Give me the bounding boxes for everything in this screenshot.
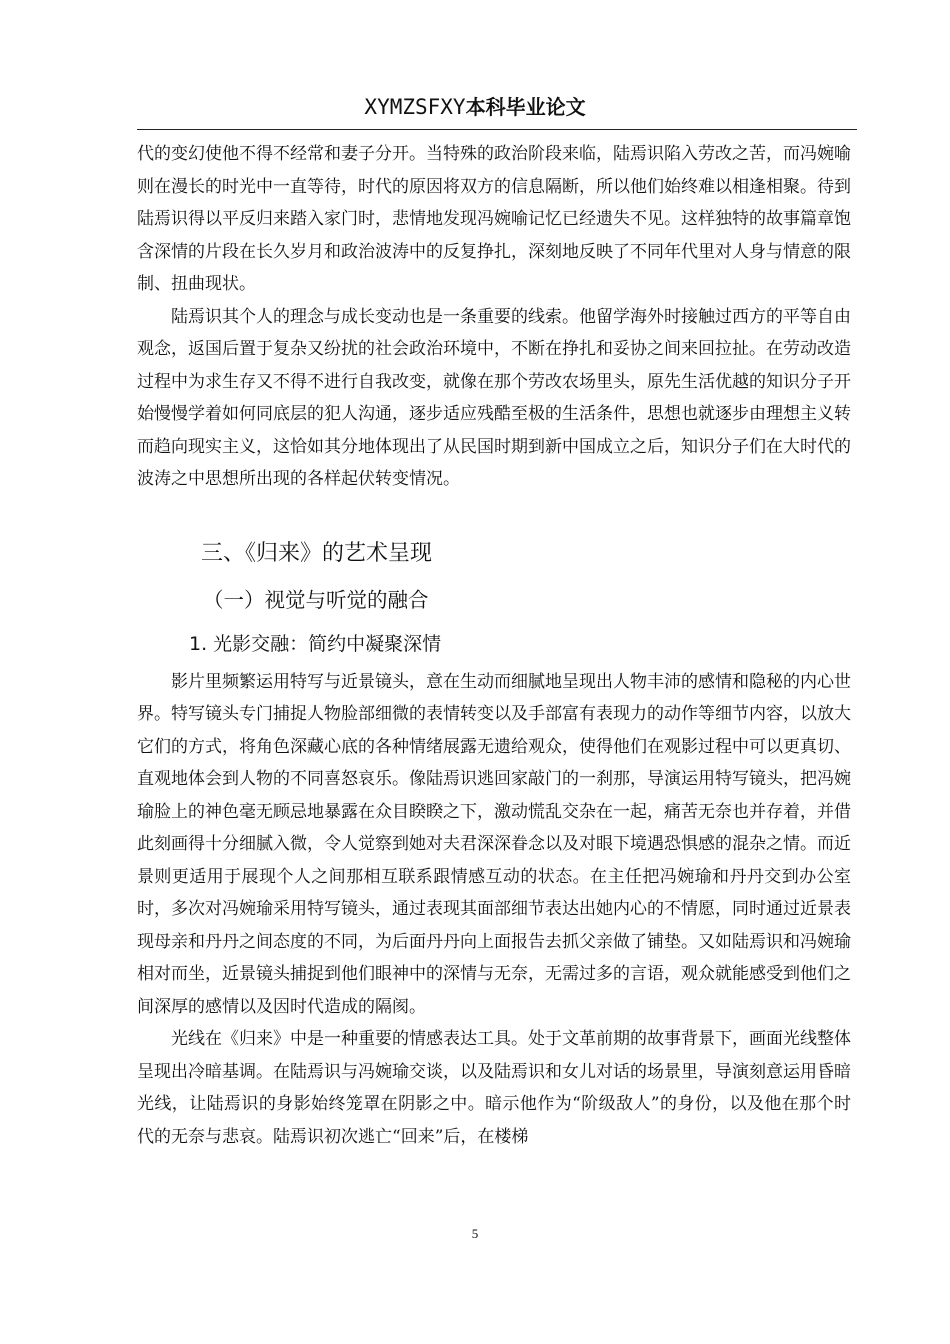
section-spacer [137,496,851,538]
page-header [0,92,950,122]
header-code: XYMZSFXY [364,95,466,119]
page-number: 5 [471,1226,479,1241]
paragraph-lu-yanshi-growth: 陆焉识其个人的理念与成长变动也是一条重要的线索。他留学海外时接触过西方的平等自由观念，返国后置于复杂又纷扰的社会政治环境中，不断在挣扎和妥协之间来回拉扯。在劳动改造过程中为求生存又不得不进行自我改变，就像在那个劳改农场里头，原先生活优越的知识分子开始慢慢学着如何同底层的犯人沟通，逐步适应残酷至极的生活条件，思想也就逐步由理想主义转而趋向现实主义，这恰如其分地体现出了从民国时期到新中国成立之后，知识分子们在大时代的波涛之中思想所出现的各样起伏转变情况。 [137,306,851,489]
header-label: 本科毕业论文 [465,95,586,119]
paragraph-lighting: 光线在《归来》中是一种重要的情感表达工具。处于文革前期的故事背景下，画面光线整体呈现出冷暗基调。在陆焉识与冯婉瑜交谈，以及陆焉识和女儿对话的场景里，导演刻意运用昏暗光线，让陆焉识的身影始终笼罩在阴影之中。暗示他作为“阶级敌人”的身份，以及他在那个时代的无奈与悲哀。陆焉识初次逃亡“回来”后，在楼梯 [137,1029,851,1147]
section-spacer [137,570,851,584]
subsection-heading: （一）视觉与听觉的融合 [203,587,429,612]
paragraph-continued: 代的变幻使他不得不经常和妻子分开。当特殊的政治阶段来临，陆焉识陷入劳改之苦，而冯婉喻则在漫长的时光中一直等待，时代的原因将双方的信息隔断，所以他们始终难以相逢相聚。待到陆焉识得以平反归来踏入家门时，悲情地发现冯婉喻记忆已经遗失不见。这样独特的故事篇章饱含深情的片段在长久岁月和政治波涛中的反复挣扎，深刻地反映了不同年代里对人身与情意的限制、扭曲现状。 [137,144,851,294]
section-heading: 三、《归来》的艺术呈现 [201,540,433,566]
section-spacer [137,616,851,628]
document-body [137,138,851,1153]
subsubsection-heading: 1. 光影交融：简约中凝聚深情 [189,632,442,655]
paragraph-closeup-shots: 影片里频繁运用特写与近景镜头，意在生动而细腻地呈现出人物丰沛的感情和隐秘的内心世界。特写镜头专门捕捉人物脸部细微的表情转变以及手部富有表现力的动作等细节内容，以放大它们的方式，将角色深藏心底的各种情绪展露无遗给观众，使得他们在观影过程中可以更真切、直观地体会到人物的不同喜怒哀乐。像陆焉识逃回家敲门的一刹那，导演运用特写镜头，把冯婉瑜脸上的神色毫无顾忌地暴露在众目睽睽之下，激动慌乱交杂在一起，痛苦无奈也并存着，并借此刻画得十分细腻入微，令人觉察到她对夫君深深眷念以及对眼下境遇恐惧感的混杂之情。而近景则更适用于展现个人之间那相互联系跟情感互动的状态。在主任把冯婉瑜和丹丹交到办公室时，多次对冯婉瑜采用特写镜头，通过表现其面部细节表达出她内心的不情愿，同时通过近景表现母亲和丹丹之间态度的不同，为后面丹丹向上面报告去抓父亲做了铺垫。又如陆焉识和冯婉瑜相对而坐，近景镜头捕捉到他们眼神中的深情与无奈，无需过多的言语，观众就能感受到他们之间深厚的感情以及因时代造成的隔阂。 [137,671,851,1017]
header-divider [137,129,857,130]
